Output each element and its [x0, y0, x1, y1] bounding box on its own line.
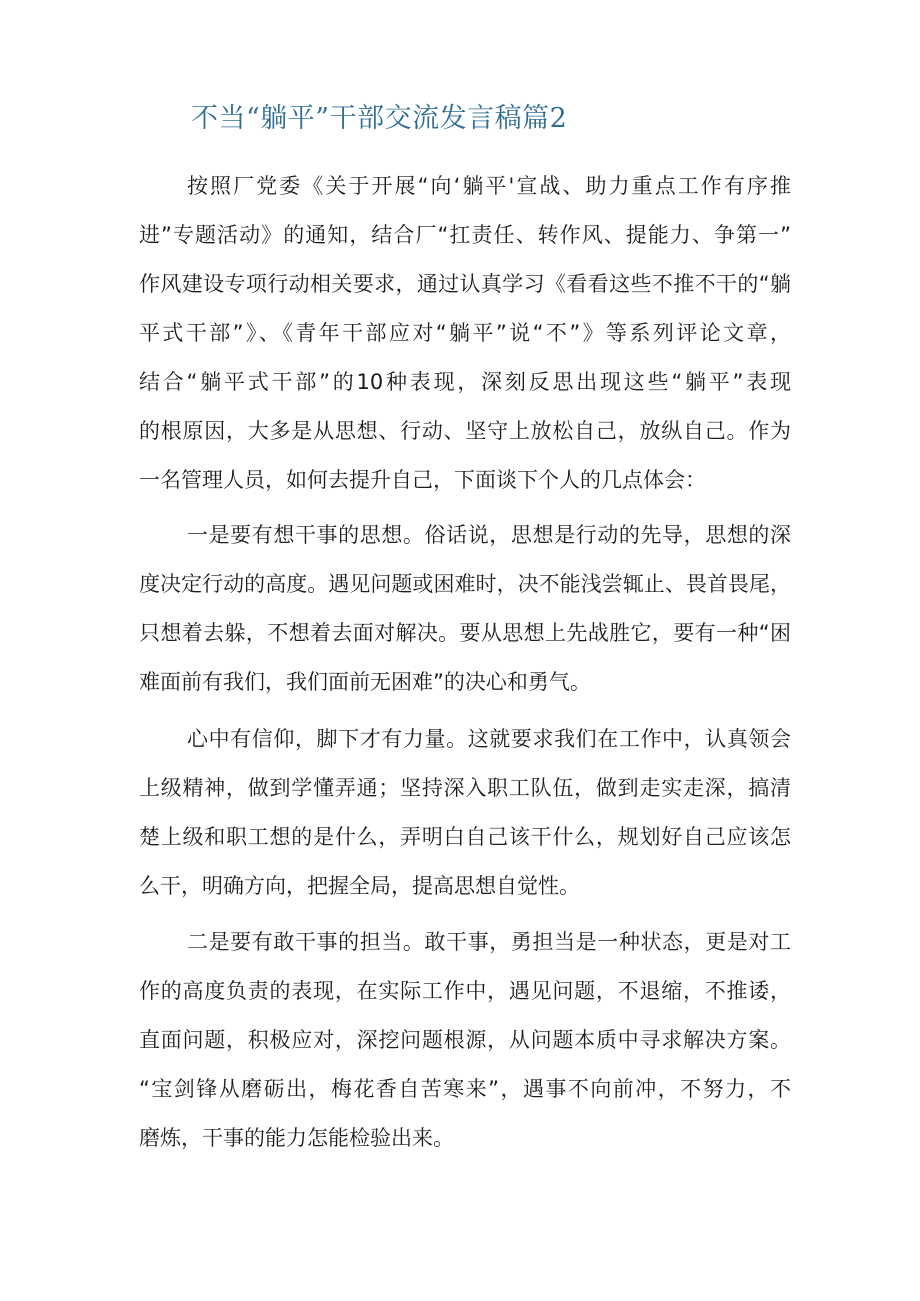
paragraph-line: 二是要有敢干事的担当。敢干事，勇担当是一种状态，更是对工	[187, 930, 791, 954]
paragraph-line: 作的高度负责的表现，在实际工作中，遇见问题，不退缩，不推诿，	[139, 979, 791, 1003]
paragraph-line: 上级精神，做到学懂弄通；坚持深入职工队伍，做到走实走深，搞清	[139, 776, 791, 800]
paragraph-3	[139, 715, 791, 911]
paragraph-line: 难面前有我们，我们面前无困难”的决心和勇气。	[139, 670, 591, 694]
paragraph-line: 一名管理人员，如何去提升自己，下面谈下个人的几点体会：	[139, 468, 706, 492]
paragraph-line: 磨炼，干事的能力怎能检验出来。	[139, 1126, 454, 1150]
document-title: 不当“躺平”干部交流发言稿篇2	[191, 103, 568, 134]
paragraph-line: 结合“躺平式干部”的10种表现，深刻反思出现这些“躺平”表现	[139, 370, 791, 394]
paragraph-line: 楚上级和职工想的是什么，弄明白自己该干什么，规划好自己应该怎	[139, 825, 791, 849]
paragraph-line: 直面问题，积极应对，深挖问题根源，从问题本质中寻求解决方案。	[139, 1028, 791, 1052]
paragraph-line: 平式干部”》、《青年干部应对“躺平”说“不”》等系列评论文章，	[139, 321, 791, 345]
paragraph-line: 心中有信仰，脚下才有力量。这就要求我们在工作中，认真领会	[187, 727, 791, 751]
paragraph-line: “宝剑锋从磨砺出，梅花香自苦寒来”，遇事不向前冲，不努力，不	[139, 1077, 791, 1101]
paragraph-line: 进”专题活动》的通知，结合厂“扛责任、转作风、提能力、争第一”	[139, 223, 791, 247]
paragraph-line: 一是要有想干事的思想。俗话说，思想是行动的先导，思想的深	[187, 523, 791, 547]
paragraph-2	[139, 511, 791, 707]
paragraph-line: 作风建设专项行动相关要求，通过认真学习《看看这些不推不干的“躺	[139, 272, 791, 296]
paragraph-line: 按照厂党委《关于开展“向‘躺平'宣战、助力重点工作有序推	[187, 174, 791, 198]
paragraph-4	[139, 918, 791, 1163]
paragraph-line: 度决定行动的高度。遇见问题或困难时，决不能浅尝辄止、畏首畏尾，	[139, 572, 791, 596]
paragraph-1	[139, 162, 791, 505]
paragraph-line: 只想着去躲，不想着去面对解决。要从思想上先战胜它，要有一种“困	[139, 621, 791, 645]
paragraph-line: 的根原因，大多是从思想、行动、坚守上放松自己，放纵自己。作为	[139, 419, 791, 443]
paragraph-line: 么干，明确方向，把握全局，提高思想自觉性。	[139, 874, 580, 898]
